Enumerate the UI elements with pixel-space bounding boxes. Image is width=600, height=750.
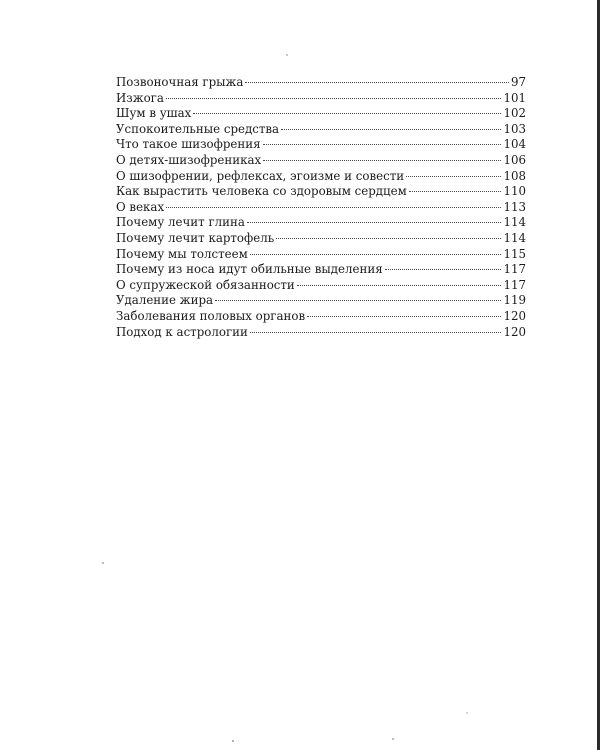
toc-entry xyxy=(116,122,526,138)
toc-entry-page: 119 xyxy=(503,293,526,308)
dot-leader xyxy=(250,331,502,333)
toc-entry-page: 104 xyxy=(503,137,526,152)
dot-leader xyxy=(385,268,502,270)
toc-entry-title: О веках xyxy=(116,199,165,214)
dot-leader xyxy=(276,237,501,239)
dot-leader xyxy=(193,112,501,114)
toc-entry xyxy=(116,325,526,341)
toc-entry-title: Изжога xyxy=(116,90,164,105)
dot-leader xyxy=(263,159,501,161)
scan-speck xyxy=(466,712,468,714)
toc-entry-title: Позвоночная грыжа xyxy=(116,75,244,89)
toc-entry xyxy=(116,293,526,309)
dot-leader xyxy=(406,175,501,177)
toc-entry-title: Почему мы толстеем xyxy=(116,246,248,261)
toc-entry-title: Шум в ушах xyxy=(116,106,192,121)
toc-entry-page: 101 xyxy=(503,90,526,105)
toc-entry xyxy=(116,91,526,107)
dot-leader xyxy=(245,81,509,83)
toc-entry xyxy=(116,278,526,294)
table-of-contents xyxy=(116,75,526,340)
toc-entry xyxy=(116,247,526,263)
dot-leader xyxy=(297,284,502,286)
toc-entry xyxy=(116,106,526,122)
toc-entry-page: 117 xyxy=(503,277,526,292)
toc-entry-page: 113 xyxy=(503,199,526,214)
toc-entry-page: 108 xyxy=(503,168,526,183)
dot-leader xyxy=(247,221,502,223)
toc-entry xyxy=(116,137,526,153)
toc-entry xyxy=(116,75,526,91)
toc-entry-page: 120 xyxy=(503,308,526,323)
toc-entry xyxy=(116,309,526,325)
toc-entry-page: 115 xyxy=(503,246,526,261)
toc-entry xyxy=(116,153,526,169)
toc-entry-title: Почему из носа идут обильные выделения xyxy=(116,262,383,277)
toc-entry-page: 120 xyxy=(503,324,526,339)
dot-leader xyxy=(263,143,502,145)
toc-entry-title: Удаление жира xyxy=(116,293,214,308)
toc-entry-title: Успокоительные средства xyxy=(116,121,280,136)
toc-entry-title: О детях-шизофрениках xyxy=(116,152,262,167)
scan-speck xyxy=(286,54,288,56)
toc-entry-page: 117 xyxy=(503,262,526,277)
toc-entry-title: Как вырастить человека со здоровым сердцем xyxy=(116,184,407,199)
toc-entry-title: О супружеской обязанности xyxy=(116,277,295,292)
toc-entry-title: Подход к астрологии xyxy=(116,324,248,339)
toc-entry xyxy=(116,231,526,247)
scan-speck xyxy=(392,738,394,740)
toc-entry-title: Почему лечит картофель xyxy=(116,230,275,245)
scan-speck xyxy=(232,740,234,742)
dot-leader xyxy=(281,128,501,130)
toc-entry-page: 103 xyxy=(503,121,526,136)
toc-entry-title: О шизофрении, рефлексах, эгоизме и совести xyxy=(116,168,405,183)
dot-leader xyxy=(409,190,502,192)
toc-entry-page: 106 xyxy=(503,152,526,167)
toc-entry-page: 110 xyxy=(503,184,526,199)
dot-leader xyxy=(307,315,501,317)
dot-leader xyxy=(166,97,502,99)
dot-leader xyxy=(166,206,501,208)
toc-entry-page: 114 xyxy=(503,230,526,245)
toc-entry-title: Почему лечит глина xyxy=(116,215,245,230)
dot-leader xyxy=(250,253,502,255)
scan-speck xyxy=(102,562,104,564)
dot-leader xyxy=(215,299,501,301)
toc-entry-page: 102 xyxy=(503,106,526,121)
toc-entry xyxy=(116,200,526,216)
toc-entry-page: 114 xyxy=(503,215,526,230)
toc-entry-title: Заболевания половых органов xyxy=(116,308,306,323)
toc-entry xyxy=(116,215,526,231)
toc-entry-title: Что такое шизофрения xyxy=(116,137,261,152)
toc-entry xyxy=(116,184,526,200)
toc-entry-page: 97 xyxy=(510,75,526,89)
toc-entry xyxy=(116,169,526,185)
toc-entry xyxy=(116,262,526,278)
